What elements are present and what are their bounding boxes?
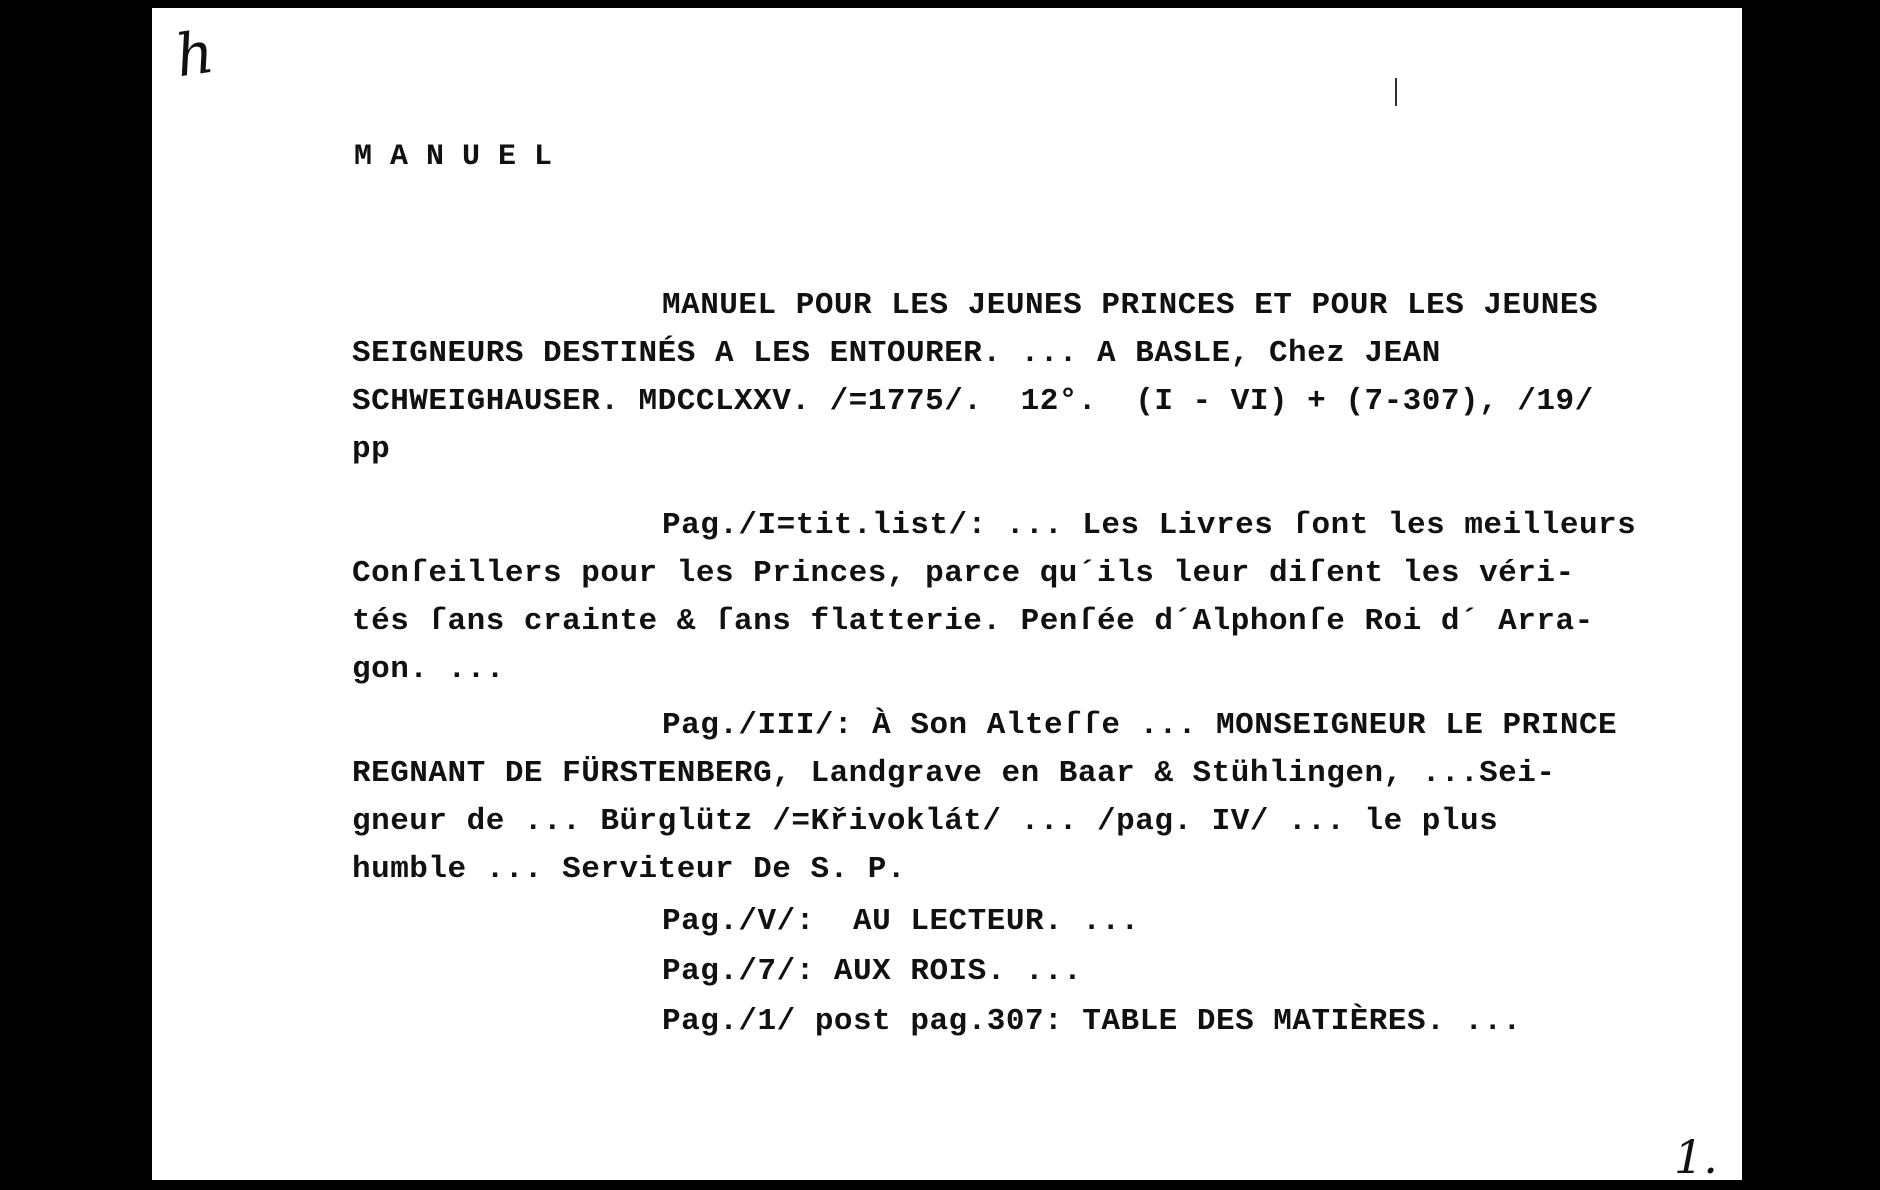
card-heading: MANUEL xyxy=(354,140,571,174)
text-line: SCHWEIGHAUSER. MDCCLXXV. /=1775/. 12°. (I - VI) + (7-307), /19/ xyxy=(352,384,1594,419)
text-line: gon. ... xyxy=(352,652,505,687)
text-line: MANUEL POUR LES JEUNES PRINCES ET POUR LES JEUNES xyxy=(662,288,1599,323)
text-line: Pag./I=tit.list/: ... Les Livres ſont les meilleurs xyxy=(662,508,1637,543)
handwritten-mark-bottom: 1. xyxy=(1674,1130,1718,1184)
text-line: REGNANT DE FÜRSTENBERG, Landgrave en Baar & Stühlingen, ...Sei- xyxy=(352,756,1556,791)
text-line: SEIGNEURS DESTINÉS A LES ENTOURER. ... A BASLE, Chez JEAN xyxy=(352,336,1441,371)
text-line: tés ſans crainte & ſans flatterie. Penſée d´Alphonſe Roi d´ Arra- xyxy=(352,604,1594,639)
catalog-card xyxy=(152,8,1742,1184)
text-line: humble ... Serviteur De S. P. xyxy=(352,852,906,887)
text-line: Pag./1/ post pag.307: TABLE DES MATIÈRES. ... xyxy=(662,1004,1522,1039)
text-line: gneur de ... Bürglütz /=Křivoklát/ ... /pag. IV/ ... le plus xyxy=(352,804,1499,839)
text-line: pp xyxy=(352,432,391,467)
handwritten-mark-top: h xyxy=(171,17,218,91)
pencil-tick xyxy=(1395,78,1397,106)
text-line: Pag./V/: AU LECTEUR. ... xyxy=(662,904,1140,939)
text-line: Pag./III/: À Son Alteſſe ... MONSEIGNEUR LE PRINCE xyxy=(662,708,1618,743)
text-line: Conſeillers pour les Princes, parce qu´ils leur diſent les véri- xyxy=(352,556,1575,591)
text-line: Pag./7/: AUX ROIS. ... xyxy=(662,954,1083,989)
